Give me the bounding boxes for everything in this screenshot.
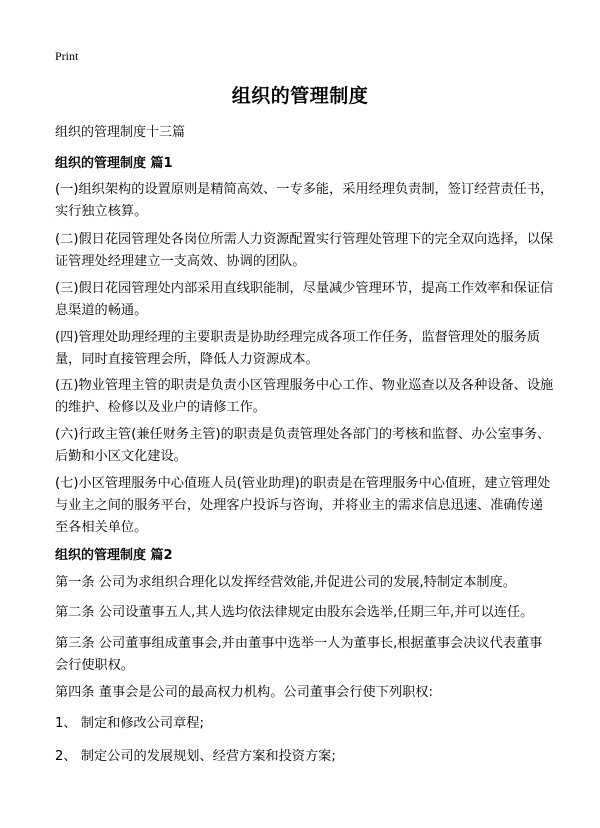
paragraph: (六)行政主管(兼任财务主管)的职责是负责管理处各部门的考核和监督、办公室事务、后勤和小区文化建设。: [55, 427, 551, 464]
print-label: Print: [55, 49, 79, 63]
section-heading-1: 组织的管理制度 篇1: [55, 156, 173, 171]
paragraph: 第三条 公司董事组成董事会,并由董事中选举一人为董事长,根据董事会决议代表董事会行使职权。: [55, 636, 543, 673]
document-subtitle: 组织的管理制度十三篇: [55, 125, 186, 140]
paragraph: 1、 制定和修改公司章程;: [55, 716, 204, 731]
paragraph: 第一条 公司为求组织合理化以发挥经营效能,并促进公司的发展,特制定本制度。: [55, 575, 516, 590]
paragraph: (七)小区管理服务中心值班人员(管业助理)的职责是在管理服务中心值班，建立管理处与业主之间的服务平台，处理客户投诉与咨询，并将业主的需求信息迅速、准确传递至各相关单位。: [55, 476, 551, 535]
paragraph: (五)物业管理主管的职责是负责小区管理服务中心工作、物业巡查以及各种设备、设施的维护、检修以及业户的请修工作。: [55, 378, 554, 415]
paragraph: (一)组织架构的设置原则是精简高效、一专多能，采用经理负责制，签订经营责任书，实行独立核算。: [55, 182, 554, 219]
paragraph: (三)假日花园管理处内部采用直线职能制，尽量减少管理环节，提高工作效率和保证信息渠道的畅通。: [55, 281, 554, 318]
paragraph: 第二条 公司设董事五人,其人选均依法律规定由股东会选举,任期三年,并可以连任。: [55, 605, 534, 620]
paragraph: 2、 制定公司的发展规划、经营方案和投资方案;: [55, 749, 336, 764]
section-heading-2: 组织的管理制度 篇2: [55, 548, 173, 563]
paragraph: (二)假日花园管理处各岗位所需人力资源配置实行管理处管理下的完全双向选择，以保证管理处经理建立一支高效、协调的团队。: [55, 232, 554, 269]
document-title: 组织的管理制度: [231, 85, 369, 107]
paragraph: (四)管理处助理经理的主要职责是协助经理完成各项工作任务，监督管理处的服务质量，同时直接管理会所，降低人力资源成本。: [55, 330, 541, 367]
paragraph: 第四条 董事会是公司的最高权力机构。公司董事会行使下列职权:: [55, 685, 433, 700]
